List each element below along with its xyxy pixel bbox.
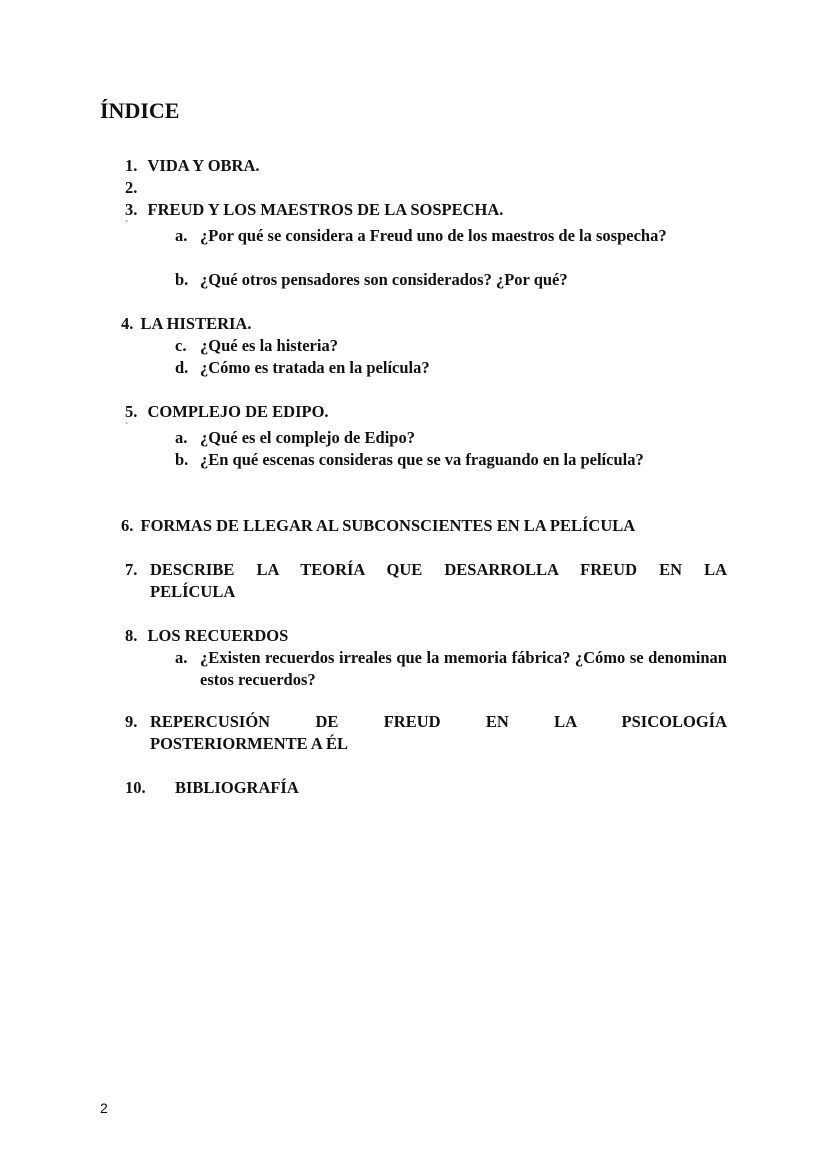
toc-item-label: FREUD Y LOS MAESTROS DE LA SOSPECHA. bbox=[147, 200, 504, 219]
toc-item-number: 1. bbox=[125, 156, 138, 175]
subitem-letter: d. bbox=[175, 358, 189, 377]
toc-item-5 bbox=[125, 401, 329, 423]
toc-item-9 bbox=[125, 711, 137, 733]
toc-subitem-3a bbox=[175, 225, 727, 247]
toc-item-label: LA HISTERIA. bbox=[140, 314, 252, 333]
toc-item-label: FORMAS DE LLEGAR AL SUBCONSCIENTES EN LA PELÍCULA bbox=[140, 516, 636, 535]
toc-item-number: 9. bbox=[125, 712, 138, 731]
toc-subitem-5a bbox=[175, 427, 727, 449]
toc-item-7 bbox=[125, 559, 137, 581]
toc-item-number: 7. bbox=[125, 560, 138, 579]
stray-mark: ` bbox=[125, 422, 129, 433]
toc-item-7-label-line-1: DESCRIBE LA TEORÍA QUE DESARROLLA FREUD EN LA bbox=[150, 560, 727, 579]
page-number: 2 bbox=[100, 1100, 108, 1116]
toc-item-9-label-line-1: REPERCUSIÓN DE FREUD EN LA PSICOLOGÍA bbox=[150, 712, 727, 731]
subitem-letter: c. bbox=[175, 336, 187, 355]
toc-subitem-5b bbox=[175, 449, 727, 471]
subitem-text: ¿Existen recuerdos irreales que la memoria fábrica? ¿Cómo se denominan estos recuerdos? bbox=[200, 648, 727, 689]
toc-item-7-label-line-2: PELÍCULA bbox=[150, 582, 236, 601]
toc-item-8 bbox=[125, 625, 288, 647]
toc-subitem-3b bbox=[175, 269, 727, 291]
subitem-text: ¿Por qué se considera a Freud uno de los maestros de la sospecha? bbox=[200, 226, 667, 245]
toc-item-number: 3. bbox=[125, 200, 138, 219]
toc-item-number: 5. bbox=[125, 402, 138, 421]
toc-item-number: 4. bbox=[121, 314, 134, 333]
subitem-text: ¿Qué es el complejo de Edipo? bbox=[200, 428, 415, 447]
subitem-letter: b. bbox=[175, 270, 189, 289]
subitem-letter: b. bbox=[175, 450, 189, 469]
toc-subitem-4d bbox=[175, 357, 727, 379]
subitem-text: ¿Cómo es tratada en la película? bbox=[200, 358, 430, 377]
toc-item-number: 8. bbox=[125, 626, 138, 645]
toc-item-6 bbox=[121, 515, 635, 537]
toc-subitem-8a bbox=[175, 647, 727, 691]
subitem-letter: a. bbox=[175, 428, 188, 447]
subitem-letter: a. bbox=[175, 226, 188, 245]
toc-item-label: LOS RECUERDOS bbox=[147, 626, 289, 645]
page-title: ÍNDICE bbox=[100, 98, 180, 123]
toc-item-3 bbox=[125, 199, 503, 221]
toc-subitem-4c bbox=[175, 335, 727, 357]
toc-item-1 bbox=[125, 155, 260, 177]
toc-item-number: 6. bbox=[121, 516, 134, 535]
toc-item-label: COMPLEJO DE EDIPO. bbox=[147, 402, 329, 421]
subitem-letter: a. bbox=[175, 648, 188, 667]
subitem-text: ¿Qué otros pensadores son considerados? ¿Por qué? bbox=[200, 270, 568, 289]
toc-item-2 bbox=[125, 177, 143, 199]
stray-mark: ` bbox=[125, 220, 129, 231]
toc-item-label: VIDA Y OBRA. bbox=[147, 156, 260, 175]
toc-item-4 bbox=[121, 313, 251, 335]
toc-item-10 bbox=[125, 777, 146, 799]
subitem-text: ¿En qué escenas consideras que se va fraguando en la película? bbox=[200, 450, 644, 469]
toc-item-number: 2. bbox=[125, 178, 138, 197]
toc-item-10-label: BIBLIOGRAFÍA bbox=[175, 778, 299, 797]
subitem-text: ¿Qué es la histeria? bbox=[200, 336, 338, 355]
toc-item-9-label-line-2: POSTERIORMENTE A ÉL bbox=[150, 734, 349, 753]
toc-item-number: 10. bbox=[125, 778, 146, 797]
